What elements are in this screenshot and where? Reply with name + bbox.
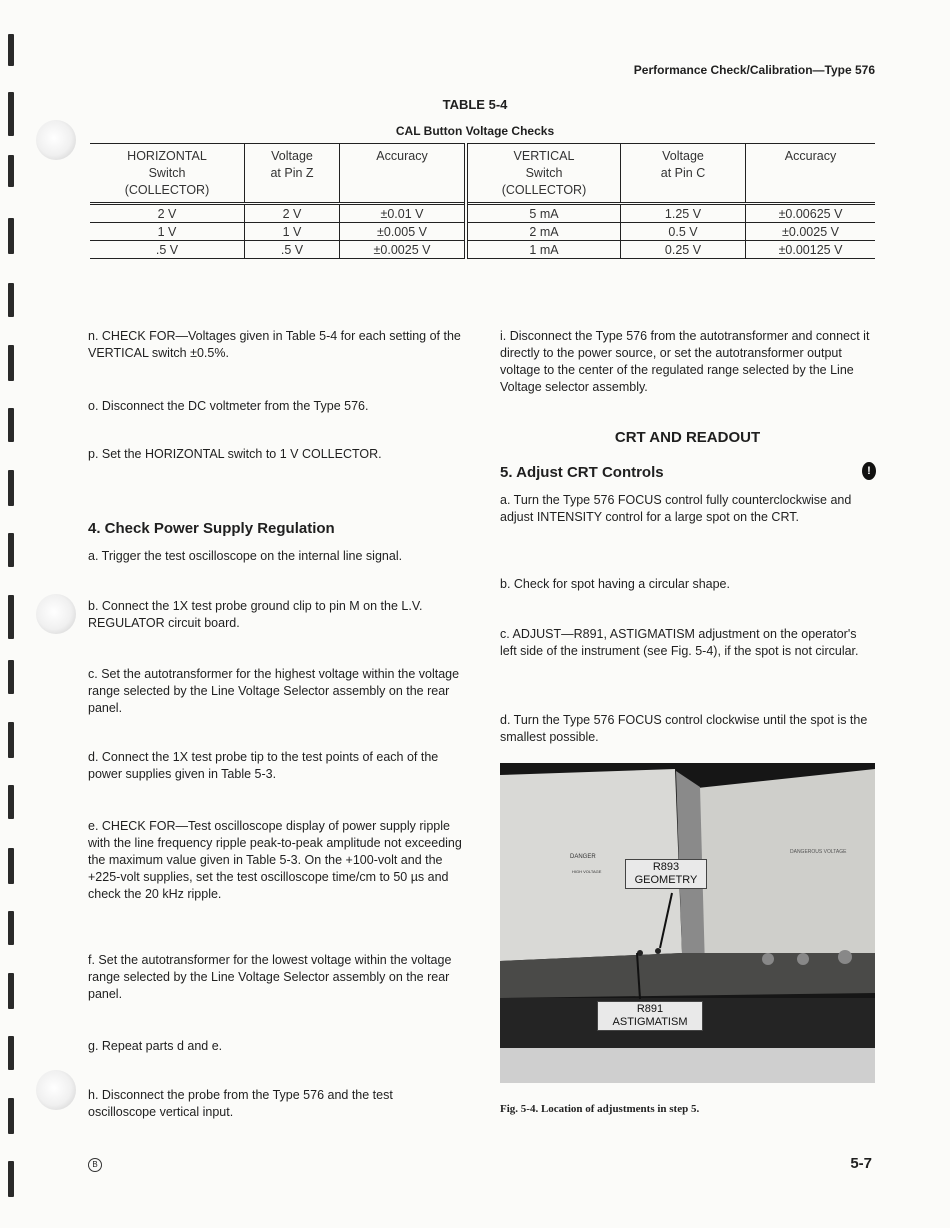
step-4b: b. Connect the 1X test probe ground clip to pin M on the L.V. REGULATOR circuit board. bbox=[88, 599, 423, 630]
table-cell: 0.25 V bbox=[621, 241, 746, 259]
table-cell: 2 V bbox=[90, 204, 245, 223]
table-cell: .5 V bbox=[245, 241, 340, 259]
step-4c: c. Set the autotransformer for the highest voltage within the voltage range selected by the Line Voltage Selector assembly on the rear panel. bbox=[88, 667, 460, 715]
binder-mark bbox=[8, 1161, 14, 1197]
table-cell: ±0.01 V bbox=[340, 204, 467, 223]
column-header: HORIZONTAL Switch (COLLECTOR) bbox=[90, 144, 245, 204]
right-column bbox=[500, 328, 875, 758]
binder-mark bbox=[8, 283, 14, 317]
table-header-row bbox=[90, 144, 875, 204]
callout-r893: R893 GEOMETRY bbox=[625, 859, 707, 889]
revision-mark: B bbox=[88, 1158, 102, 1172]
callout-r891: R891 ASTIGMATISM bbox=[597, 1001, 703, 1031]
table-row bbox=[90, 241, 875, 259]
table-cell: .5 V bbox=[90, 241, 245, 259]
binder-mark bbox=[8, 533, 14, 567]
punch-hole bbox=[36, 594, 76, 634]
binder-mark bbox=[8, 911, 14, 945]
column-header: Accuracy bbox=[746, 144, 876, 204]
step-4d: d. Connect the 1X test probe tip to the test points of each of the power supplies given in Table 5-3. bbox=[88, 750, 439, 781]
step-5c: c. ADJUST—R891, ASTIGMATISM adjustment on the operator's left side of the instrument (see Fig. 5-4), if the spot is not circular. bbox=[500, 627, 859, 658]
column-header: Voltage at Pin Z bbox=[245, 144, 340, 204]
table-cell: 2 mA bbox=[466, 223, 621, 241]
step-5b: b. Check for spot having a circular shape. bbox=[500, 577, 730, 591]
section-heading-4: 4. Check Power Supply Regulation bbox=[88, 520, 335, 537]
step-4g: g. Repeat parts d and e. bbox=[88, 1039, 223, 1053]
table-cell: ±0.005 V bbox=[340, 223, 467, 241]
binder-mark bbox=[8, 408, 14, 442]
cal-voltage-table bbox=[90, 143, 875, 259]
step-5a: a. Turn the Type 576 FOCUS control fully counterclockwise and adjust INTENSITY control for a large spot on the CRT. bbox=[500, 493, 852, 524]
table-number: TABLE 5-4 bbox=[442, 97, 508, 112]
binder-mark bbox=[8, 1036, 14, 1070]
binder-mark bbox=[8, 218, 14, 254]
running-header: Performance Check/Calibration—Type 576 bbox=[633, 63, 875, 77]
step-4h: h. Disconnect the probe from the Type 576 and the test oscilloscope vertical input. bbox=[88, 1088, 393, 1119]
danger-label: DANGER bbox=[570, 854, 596, 860]
section-title-crt: CRT AND READOUT bbox=[614, 429, 761, 446]
column-header: Accuracy bbox=[340, 144, 467, 204]
table-title: CAL Button Voltage Checks bbox=[395, 124, 555, 138]
binder-mark bbox=[8, 1098, 14, 1134]
column-header: VERTICAL Switch (COLLECTOR) bbox=[466, 144, 621, 204]
binder-mark bbox=[8, 34, 14, 66]
binder-mark bbox=[8, 722, 14, 758]
table-cell: ±0.00625 V bbox=[746, 204, 876, 223]
binder-mark bbox=[8, 848, 14, 884]
step-5d: d. Turn the Type 576 FOCUS control clockwise until the spot is the smallest possible. bbox=[500, 713, 868, 744]
binder-mark bbox=[8, 155, 14, 187]
binder-edge bbox=[0, 0, 30, 1228]
step-n: n. CHECK FOR—Voltages given in Table 5-4 for each setting of the VERTICAL switch ±0.5%. bbox=[88, 329, 461, 360]
binder-mark bbox=[8, 345, 14, 381]
step-p: p. Set the HORIZONTAL switch to 1 V COLLECTOR. bbox=[88, 447, 382, 461]
table-cell: 1 mA bbox=[466, 241, 621, 259]
table-row bbox=[90, 204, 875, 223]
left-column bbox=[88, 328, 463, 1128]
table-cell: ±0.0025 V bbox=[746, 223, 876, 241]
binder-mark bbox=[8, 785, 14, 819]
high-voltage-label: HIGH VOLTAGE bbox=[572, 869, 602, 874]
step-4a: a. Trigger the test oscilloscope on the internal line signal. bbox=[88, 549, 403, 563]
binder-mark bbox=[8, 660, 14, 694]
instrument-photo-drawing bbox=[500, 763, 875, 1083]
column-header: Voltage at Pin C bbox=[621, 144, 746, 204]
table-cell: 1 V bbox=[90, 223, 245, 241]
dangerous-voltage-label: DANGEROUS VOLTAGE bbox=[790, 849, 847, 855]
section-heading-5: 5. Adjust CRT Controls bbox=[500, 464, 664, 481]
page-number: 5-7 bbox=[850, 1155, 872, 1172]
step-i: i. Disconnect the Type 576 from the autotransformer and connect it directly to the power source, or set the autotransformer output voltage to the center of the regulated range selected by the Line Voltage selector assembly. bbox=[500, 329, 870, 394]
step-o: o. Disconnect the DC voltmeter from the Type 576. bbox=[88, 399, 369, 413]
table-cell: ±0.00125 V bbox=[746, 241, 876, 259]
figure-caption: Fig. 5-4. Location of adjustments in step 5. bbox=[500, 1103, 700, 1115]
figure-photo bbox=[500, 763, 875, 1083]
table-cell: 2 V bbox=[245, 204, 340, 223]
table-cell: 1 V bbox=[245, 223, 340, 241]
table-row bbox=[90, 223, 875, 241]
table-cell: 1.25 V bbox=[621, 204, 746, 223]
step-4f: f. Set the autotransformer for the lowest voltage within the voltage range selected by the Line Voltage Selector assembly on the rear panel. bbox=[88, 953, 452, 1001]
binder-mark bbox=[8, 470, 14, 506]
table-cell: ±0.0025 V bbox=[340, 241, 467, 259]
adjustment-symbol-icon: ! bbox=[862, 462, 876, 480]
step-4e: e. CHECK FOR—Test oscilloscope display of power supply ripple with the line frequency ripple peak-to-peak amplitude not exceeding the maximum value given in Table 5-3. On the +100-volt and the +225-volt supplies, set the test oscilloscope time/cm to 50 µs and check the 20 kHz ripple. bbox=[88, 819, 462, 901]
binder-mark bbox=[8, 973, 14, 1009]
table-cell: 0.5 V bbox=[621, 223, 746, 241]
table-cell: 5 mA bbox=[466, 204, 621, 223]
punch-hole bbox=[36, 1070, 76, 1110]
binder-mark bbox=[8, 595, 14, 639]
